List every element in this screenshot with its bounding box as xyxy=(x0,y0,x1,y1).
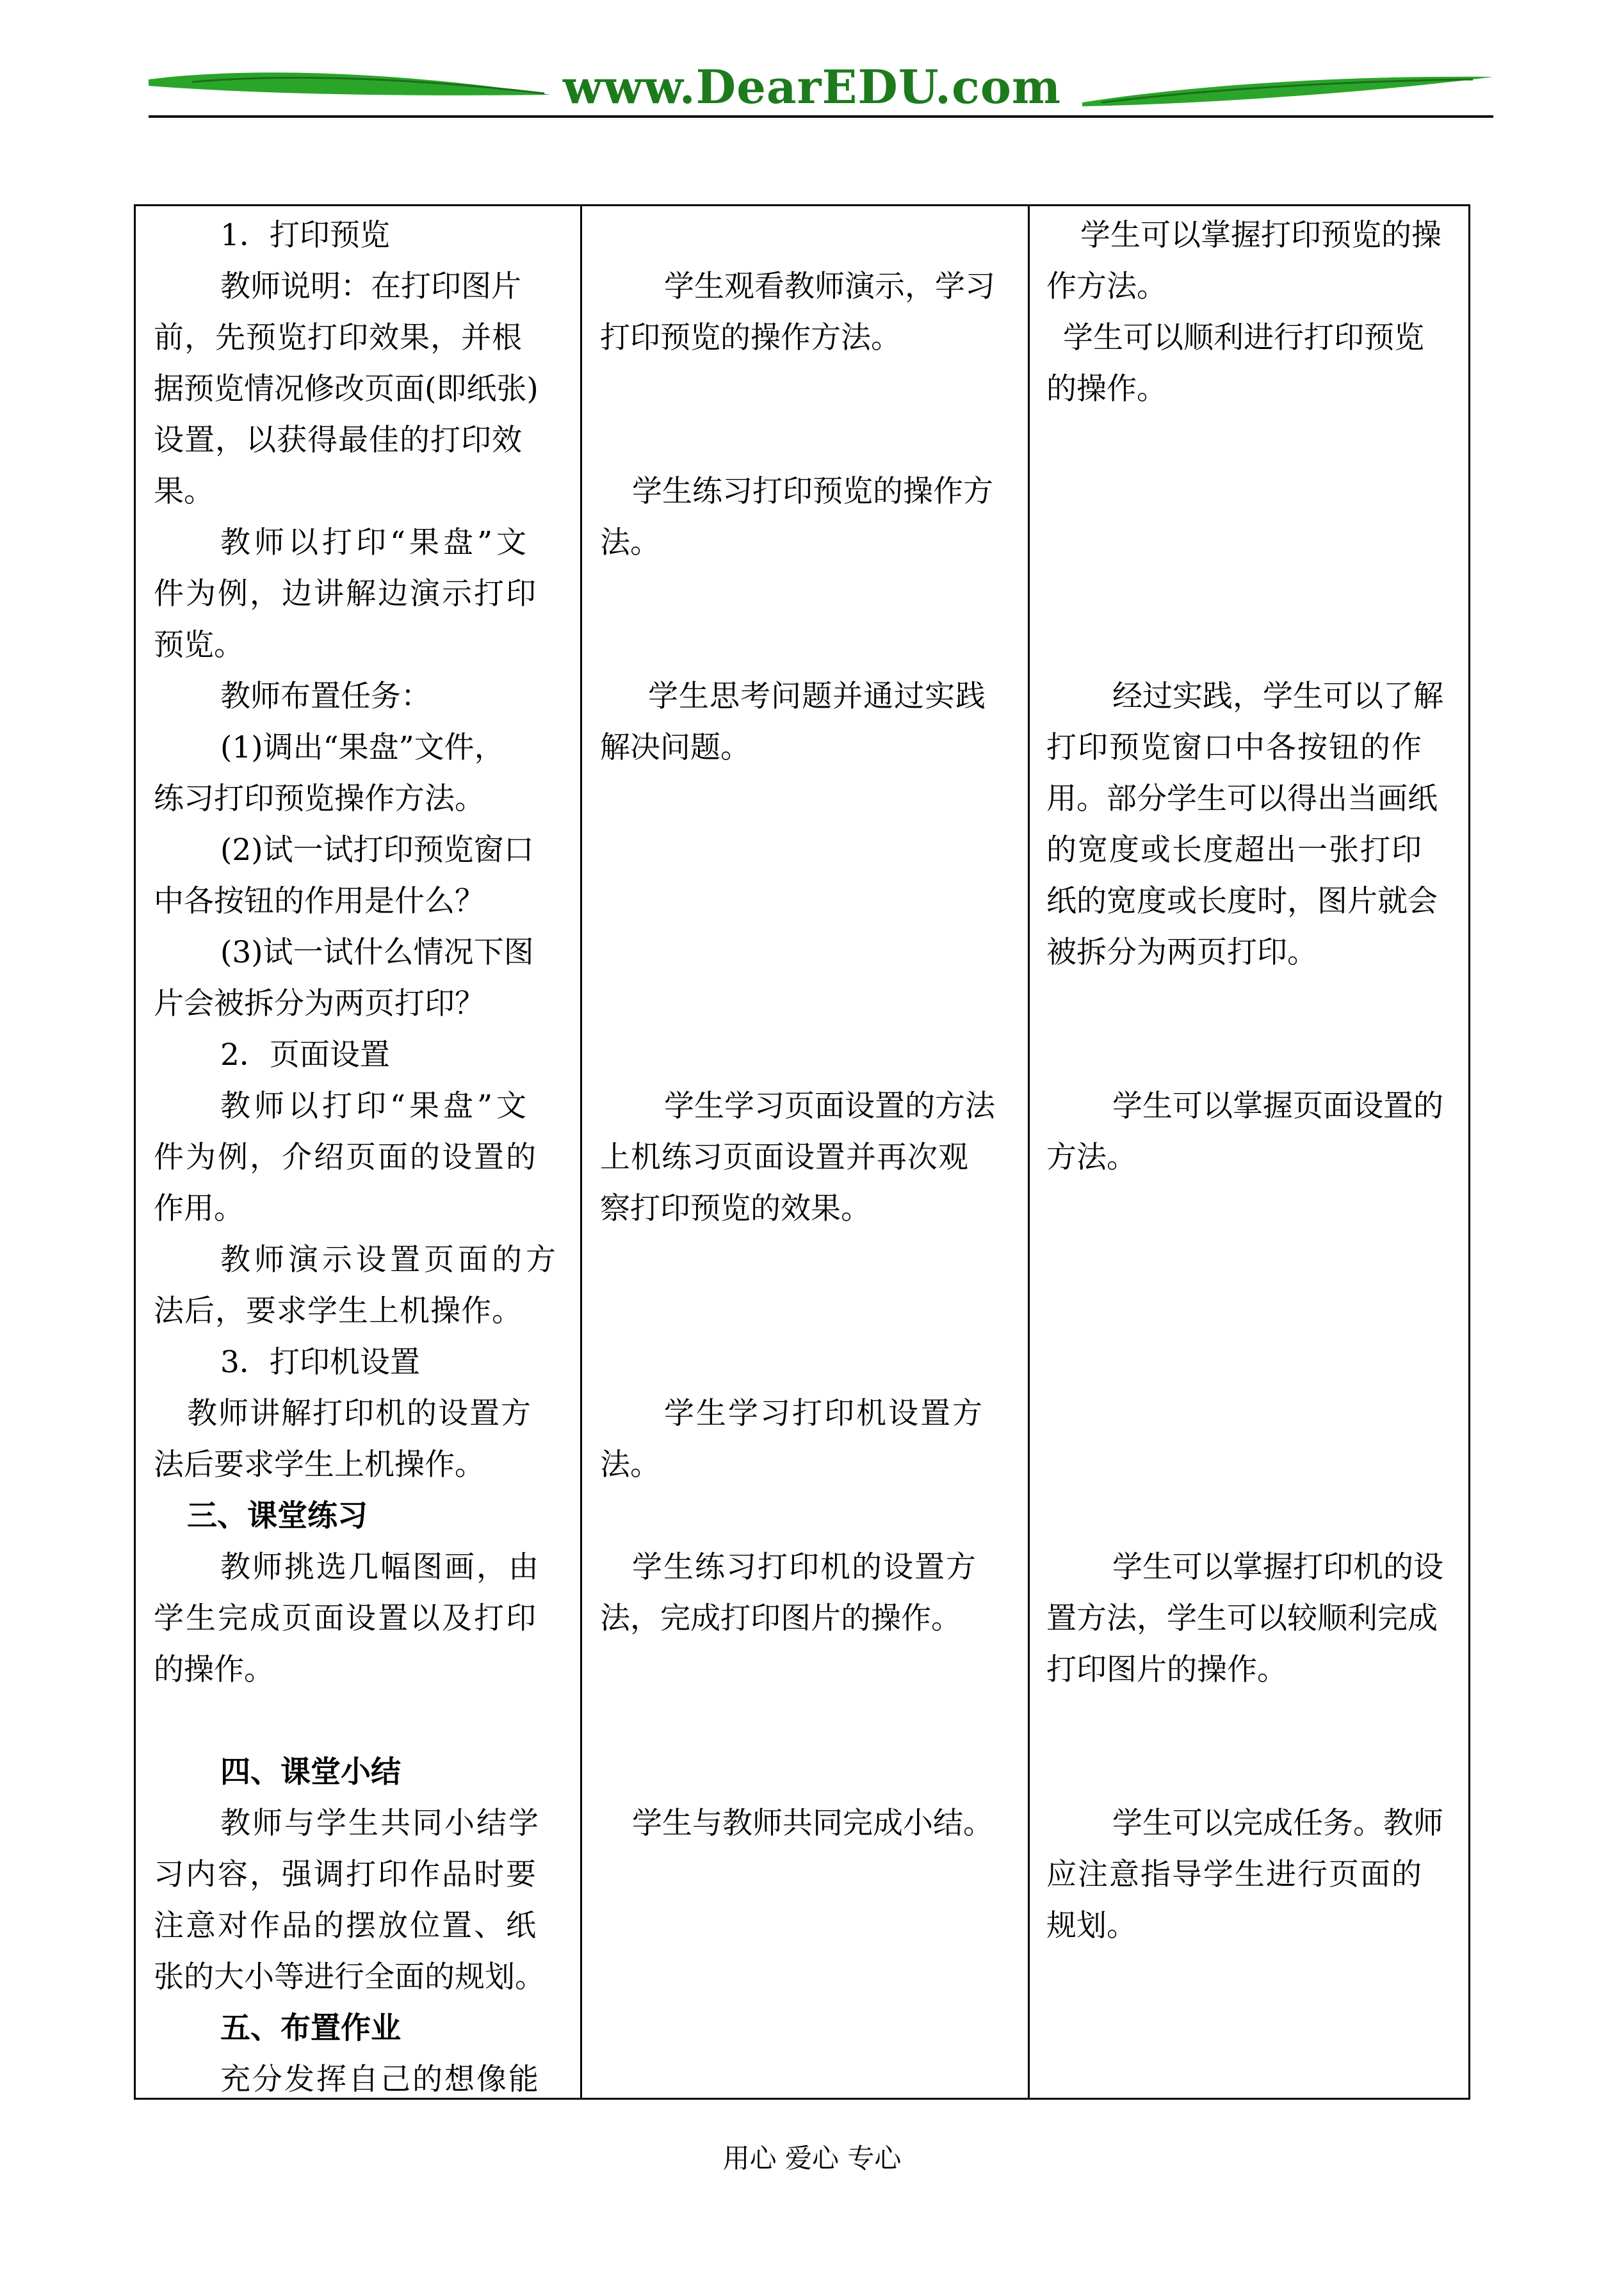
header-rule xyxy=(149,115,1493,118)
col3-line: 打印图片的操作。 xyxy=(1046,1652,1287,1687)
col1-line: 教师以打印“果盘”文 xyxy=(220,525,531,560)
col1-line: 练习打印预览操作方法。 xyxy=(154,781,485,816)
col1-line: (1)调出“果盘”文件， xyxy=(220,730,505,765)
col1-line: 学生完成页面设置以及打印 xyxy=(154,1601,538,1636)
col1-line: 片会被拆分为两页打印？ xyxy=(154,986,485,1021)
col1-line: 教师讲解打印机的设置方 xyxy=(187,1396,532,1431)
col1-line: 教师演示设置页面的方 xyxy=(220,1242,560,1277)
col1-line: 预览。 xyxy=(154,628,244,663)
col3-line: 经过实践，学生可以了解 xyxy=(1112,679,1443,714)
col1-line: 充分发挥自己的想像能 xyxy=(220,2062,540,2097)
col3-line: 学生可以掌握打印预览的操 xyxy=(1080,218,1441,253)
col1-line: 作用。 xyxy=(154,1191,244,1226)
col2-line: 学生思考问题并通过实践 xyxy=(648,679,986,714)
col1-line: 注意对作品的摆放位置、纸 xyxy=(154,1908,538,1943)
col2-line: 上机练习页面设置并再次观 xyxy=(600,1140,969,1175)
col2-line: 学生观看教师演示，学习 xyxy=(664,269,995,304)
col3-line: 被拆分为两页打印。 xyxy=(1046,935,1317,970)
col1-line: 法后，要求学生上机操作。 xyxy=(154,1293,523,1329)
col3-line: 学生可以掌握页面设置的 xyxy=(1112,1089,1443,1124)
section-heading-practice: 三、课堂练习 xyxy=(187,1498,368,1534)
col3-line: 的操作。 xyxy=(1046,371,1167,407)
col3-line: 学生可以完成任务。教师 xyxy=(1112,1806,1443,1841)
col2-line: 解决问题。 xyxy=(600,730,751,765)
col3-line: 置方法，学生可以较顺利完成 xyxy=(1046,1601,1438,1636)
col1-line: (2)试一试打印预览窗口 xyxy=(220,832,534,868)
col1-line: 教师布置任务： xyxy=(220,679,431,714)
col3-line: 打印预览窗口中各按钮的作 xyxy=(1046,730,1423,765)
col3-line: 用。部分学生可以得出当画纸 xyxy=(1046,781,1438,816)
col1-line: 件为例，边讲解边演示打印 xyxy=(154,576,538,612)
col1-line: 1．打印预览 xyxy=(220,218,390,253)
site-header xyxy=(0,0,1624,128)
column-divider xyxy=(1028,206,1030,2098)
col1-line: 果。 xyxy=(154,474,214,509)
col1-line: 教师挑选几幅图画，由 xyxy=(220,1550,540,1585)
col1-line: (3)试一试什么情况下图 xyxy=(220,935,534,970)
col1-line: 3．打印机设置 xyxy=(220,1345,420,1380)
col2-line: 学生与教师共同完成小结。 xyxy=(632,1806,993,1841)
col1-line: 的操作。 xyxy=(154,1652,274,1687)
col3-line: 的宽度或长度超出一张打印 xyxy=(1046,832,1423,868)
col1-line: 中各按钮的作用是什么？ xyxy=(154,884,485,919)
col2-line: 学生学习页面设置的方法 xyxy=(664,1089,995,1124)
col3-line: 学生可以顺利进行打印预览 xyxy=(1063,320,1424,355)
col1-line: 法后要求学生上机操作。 xyxy=(154,1447,485,1482)
col1-line: 前，先预览打印效果，并根 xyxy=(154,320,523,355)
col1-line: 教师说明：在打印图片 xyxy=(220,269,521,304)
col2-line: 学生练习打印预览的操作方 xyxy=(632,474,993,509)
column-divider xyxy=(580,206,582,2098)
col2-line: 学生练习打印机的设置方 xyxy=(632,1550,977,1585)
col2-line: 学生学习打印机设置方 xyxy=(664,1396,984,1431)
site-logo-text[interactable]: www.DearEDU.com xyxy=(562,60,1062,114)
col2-line: 察打印预览的效果。 xyxy=(600,1191,871,1226)
section-heading-homework: 五、布置作业 xyxy=(220,2011,401,2046)
col1-line: 设置，以获得最佳的打印效 xyxy=(154,423,523,458)
lesson-table xyxy=(134,204,1470,2100)
col1-line: 件为例，介绍页面的设置的 xyxy=(154,1140,538,1175)
page-footer: 用心 爱心 专心 xyxy=(722,2143,902,2174)
col1-line: 习内容，强调打印作品时要 xyxy=(154,1857,538,1892)
col1-line: 教师以打印“果盘”文 xyxy=(220,1089,531,1124)
col2-line: 打印预览的操作方法。 xyxy=(600,320,901,355)
col3-line: 方法。 xyxy=(1046,1140,1137,1175)
section-heading-summary: 四、课堂小结 xyxy=(220,1755,401,1790)
col1-line: 2．页面设置 xyxy=(220,1037,390,1073)
col1-line: 据预览情况修改页面(即纸张) xyxy=(154,371,539,407)
col3-line: 纸的宽度或长度时，图片就会 xyxy=(1046,884,1438,919)
col3-line: 应注意指导学生进行页面的 xyxy=(1046,1857,1423,1892)
col3-line: 学生可以掌握打印机的设 xyxy=(1112,1550,1443,1585)
col2-line: 法。 xyxy=(600,1447,660,1482)
col1-line: 张的大小等进行全面的规划。 xyxy=(154,1959,545,1995)
col1-line: 教师与学生共同小结学 xyxy=(220,1806,540,1841)
col3-line: 作方法。 xyxy=(1046,269,1167,304)
col2-line: 法。 xyxy=(600,525,660,560)
col3-line: 规划。 xyxy=(1046,1908,1137,1943)
col2-line: 法，完成打印图片的操作。 xyxy=(600,1601,961,1636)
